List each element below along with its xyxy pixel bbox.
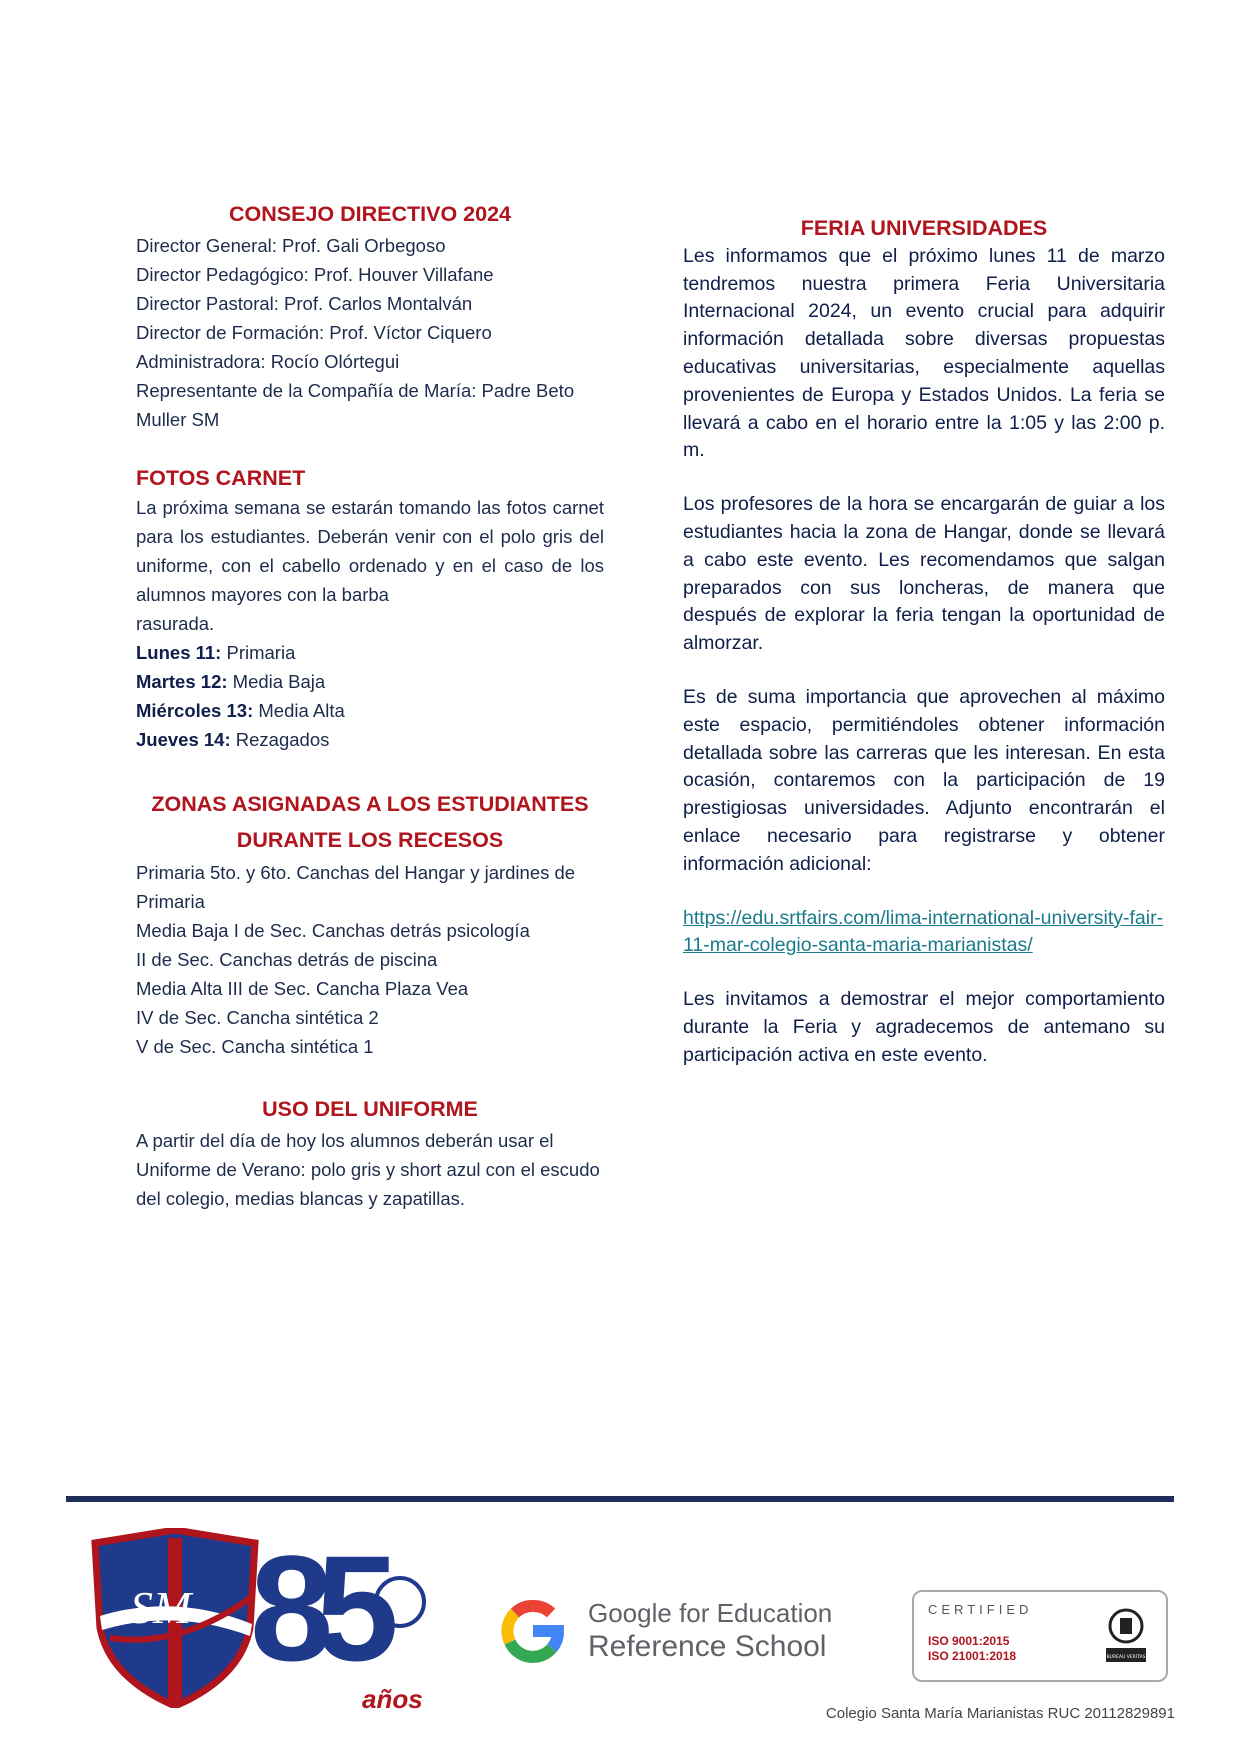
- consejo-line: Representante de la Compañía de María: Padre Beto Muller SM: [136, 380, 575, 430]
- google-reference-badge: [500, 1590, 880, 1680]
- schedule-item: [136, 696, 604, 725]
- feria-paragraph-4: Les invitamos a demostrar el mejor comportamiento durante la Feria y agradecemos de antemano su participación activa en este evento.: [683, 988, 1165, 1066]
- zona-line: Media Alta III de Sec. Cancha Plaza Vea: [136, 978, 469, 999]
- footer-divider: [66, 1496, 1174, 1502]
- fotos-body-end: rasurada.: [136, 613, 215, 634]
- cert-iso-1: ISO 9001:2015: [928, 1634, 1010, 1648]
- consejo-line: Director Pastoral: Prof. Carlos Montalván: [136, 293, 473, 314]
- cert-title: CERTIFIED: [928, 1602, 1033, 1617]
- consejo-title: CONSEJO DIRECTIVO 2024: [229, 202, 511, 226]
- zonas-title-line1: ZONAS ASIGNADAS A LOS ESTUDIANTES: [151, 792, 589, 816]
- uniforme-title: USO DEL UNIFORME: [262, 1097, 478, 1121]
- schedule-group: Rezagados: [235, 729, 330, 750]
- feria-paragraph-3: Es de suma importancia que aprovechen al máximo este espacio, permitiéndoles obtener información detallada sobre las carreras que les interesan. En esta ocasión, contaremos con la participación de 19 prestigiosas universidades. Adjunto encontrarán el enlace necesario para registrarse y obtener información adicional:: [683, 685, 1165, 875]
- seal-text: BUREAU VERITAS: [1106, 1655, 1146, 1660]
- schedule-item: [136, 667, 604, 696]
- google-badge-text: [588, 1596, 832, 1664]
- consejo-line: Director Pedagógico: Prof. Houver Villafane: [136, 264, 494, 285]
- zona-line: V de Sec. Cancha sintética 1: [136, 1036, 374, 1057]
- zona-line: II de Sec. Canchas detrás de piscina: [136, 949, 438, 970]
- feria-title: FERIA UNIVERSIDADES: [800, 216, 1048, 240]
- zonas-title: [136, 786, 604, 858]
- fotos-schedule: [136, 638, 604, 754]
- google-g-icon: [500, 1598, 566, 1664]
- fotos-body: La próxima semana se estarán tomando las fotos carnet para los estudiantes. Deberán venir con el polo gris del uniforme, con el cabello ordenado y en el caso de los alumnos mayores con la barba: [136, 497, 604, 605]
- zona-line: IV de Sec. Cancha sintética 2: [136, 1007, 379, 1028]
- consejo-line: Director General: Prof. Gali Orbegoso: [136, 235, 446, 256]
- schedule-day: Martes 12:: [136, 671, 228, 692]
- schedule-day: Jueves 14:: [136, 729, 231, 750]
- consejo-line: Administradora: Rocío Olórtegui: [136, 351, 400, 372]
- schedule-group: Media Alta: [258, 700, 345, 721]
- schedule-item: [136, 725, 604, 754]
- consejo-list: [136, 231, 604, 434]
- schedule-group: Primaria: [226, 642, 296, 663]
- schedule-day: Lunes 11:: [136, 642, 222, 663]
- feria-paragraph-2: Los profesores de la hora se encargarán de guiar a los estudiantes hacia la zona de Hangar, donde se llevará a cabo este evento. Les recomendamos que salgan preparados con sus loncheras, de manera que después de explorar la feria tengan la oportunidad de almorzar.: [683, 493, 1165, 655]
- zonas-list: [136, 858, 604, 1061]
- logo-number: 85: [250, 1540, 381, 1692]
- zona-line: Media Baja I de Sec. Canchas detrás psicología: [136, 920, 530, 941]
- school-ruc-text: Colegio Santa María Marianistas RUC 20112829891: [825, 1705, 1175, 1722]
- cert-iso-2: ISO 21001:2018: [928, 1649, 1017, 1663]
- school-shield-logo: [90, 1528, 260, 1713]
- google-line-1: Google for Education: [588, 1598, 833, 1628]
- bureau-veritas-seal-icon: [1104, 1606, 1148, 1666]
- consejo-line: Director de Formación: Prof. Víctor Ciquero: [136, 322, 492, 343]
- feria-paragraph-1: Les informamos que el próximo lunes 11 de marzo tendremos nuestra primera Feria Universitaria Internacional 2024, un evento crucial para adquirir información detallada sobre diversas propuestas educativas universitarias, especialmente aquellas provenientes de Europa y Estados Unidos. La feria se llevará a cabo en el horario entre la 1:05 y las 2:00 p. m.: [683, 244, 1165, 462]
- logo-letters: SM: [130, 1582, 192, 1633]
- schedule-day: Miércoles 13:: [136, 700, 254, 721]
- zona-line: Primaria 5to. y 6to. Canchas del Hangar y jardines de Primaria: [136, 862, 576, 912]
- feria-registration-link[interactable]: https://edu.srtfairs.com/lima-international-university-fair-11-mar-colegio-santa-maria-marianistas/: [683, 906, 1164, 957]
- logo-anos: años: [362, 1684, 423, 1714]
- fotos-title: FOTOS CARNET: [136, 466, 306, 490]
- schedule-item: [136, 638, 604, 667]
- left-column: [136, 200, 604, 1213]
- right-column: [683, 215, 1165, 1070]
- google-line-2: Reference School: [588, 1630, 827, 1663]
- uniforme-body: A partir del día de hoy los alumnos deberán usar el Uniforme de Verano: polo gris y short azul con el escudo del colegio, medias blancas y zapatillas.: [136, 1130, 600, 1209]
- anniversary-85-logo: [250, 1540, 440, 1725]
- cert-iso-list: [928, 1634, 1016, 1664]
- schedule-group: Media Baja: [232, 671, 326, 692]
- iso-certification-badge: [912, 1590, 1168, 1682]
- zonas-title-line2: DURANTE LOS RECESOS: [236, 828, 504, 852]
